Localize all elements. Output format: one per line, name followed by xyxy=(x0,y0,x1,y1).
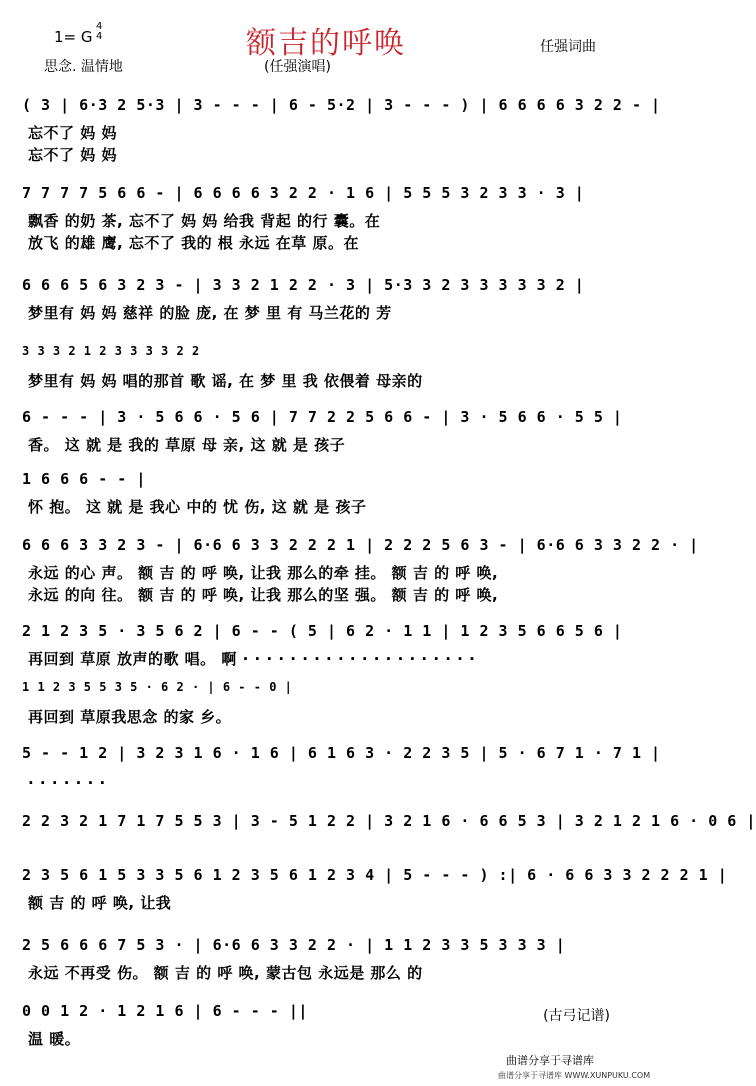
song-title: 额吉的呼唤 xyxy=(246,26,406,61)
composer-credit: 任强词曲 xyxy=(540,39,596,55)
notation-line: 1 6 6 6 - - | xyxy=(22,470,146,488)
lyric-line: 飘香 的奶 茶, 忘不了 妈 妈 给我 背起 的行 囊。在 xyxy=(28,212,381,230)
lyric-line: 额 吉 的 呼 唤, 让我 xyxy=(28,894,172,912)
lyric-line: 怀 抱。 这 就 是 我心 中的 忧 伤, 这 就 是 孩子 xyxy=(28,498,367,516)
notation-line: ( 3 | 6·3 2 5·3 | 3 - - - | 6 - 5·2 | 3 - - - ) | 6 6 6 6 3 2 2 - | xyxy=(22,96,661,114)
lyric-line: 放飞 的雄 鹰, 忘不了 我的 根 永远 在草 原。在 xyxy=(28,234,359,252)
notation-source: (古弓记谱) xyxy=(543,1008,610,1024)
notation-line: 0 0 1 2 · 1 2 1 6 | 6 - - - || xyxy=(22,1002,308,1020)
notation-line: 6 6 6 5 6 3 2 3 - | 3 3 2 1 2 2 · 3 | 5·3 3 2 3 3 3 3 3 2 | xyxy=(22,276,585,294)
key-signature: 1= G xyxy=(54,28,93,46)
notation-line: 2 5 6 6 6 7 5 3 · | 6·6 6 3 3 2 2 · | 1 1 2 3 3 5 3 3 3 | xyxy=(22,936,566,954)
lyric-line: 再回到 草原 放声的歌 唱。 啊 · · · · · · · · · · · · · · · · · · · · xyxy=(28,650,476,668)
lyric-line: 梦里有 妈 妈 慈祥 的脸 庞, 在 梦 里 有 马兰花的 芳 xyxy=(28,304,392,322)
notation-line: 1 1 2 3 5 5 3 5 · 6 2 · | 6 - - 0 | xyxy=(22,680,293,694)
lyric-line: 香。 这 就 是 我的 草原 母 亲, 这 就 是 孩子 xyxy=(28,436,346,454)
notation-line: 6 - - - | 3 · 5 6 6 · 5 6 | 7 7 2 2 5 6 6 - | 3 · 5 6 6 · 5 5 | xyxy=(22,408,623,426)
lyric-line: 温 暖。 xyxy=(28,1030,81,1048)
notation-line: 6 6 6 3 3 2 3 - | 6·6 6 3 3 2 2 2 1 | 2 2 2 5 6 3 - | 6·6 6 3 3 2 2 · | xyxy=(22,536,699,554)
notation-line: 3 3 3 2 1 2 3 3 3 3 2 2 xyxy=(22,344,200,358)
notation-line: 5 - - 1 2 | 3 2 3 1 6 · 1 6 | 6 1 6 3 · 2 2 3 5 | 5 · 6 7 1 · 7 1 | xyxy=(22,744,661,762)
notation-line: 7 7 7 7 5 6 6 - | 6 6 6 6 3 2 2 · 1 6 | 5 5 5 3 2 3 3 · 3 | xyxy=(22,184,585,202)
notation-line: 2 2 3 2 1 7 1 7 5 5 3 | 3 - 5 1 2 2 | 3 2 1 6 · 6 6 5 3 | 3 2 1 2 1 6 · 0 6 | xyxy=(22,812,756,830)
meter-top: 4 xyxy=(96,21,103,32)
tempo-mood: 思念. 温情地 xyxy=(44,59,123,75)
lyric-line: 永远 不再受 伤。 额 吉 的 呼 唤, 蒙古包 永远是 那么 的 xyxy=(28,964,423,982)
footer-url: 曲谱分享于寻谱库 WWW.XUNPUKU.COM xyxy=(498,1071,651,1080)
singer-credit: (任强演唱) xyxy=(264,59,331,75)
notation-line: 2 1 2 3 5 · 3 5 6 2 | 6 - - ( 5 | 6 2 · 1 1 | 1 2 3 5 6 6 5 6 | xyxy=(22,622,623,640)
lyric-line: 再回到 草原我思念 的家 乡。 xyxy=(28,708,232,726)
lyric-line: 永远 的向 往。 额 吉 的 呼 唤, 让我 那么的坚 强。 额 吉 的 呼 唤, xyxy=(28,586,499,604)
lyric-line: 梦里有 妈 妈 唱的那首 歌 谣, 在 梦 里 我 依偎着 母亲的 xyxy=(28,372,423,390)
lyric-line: 永远 的心 声。 额 吉 的 呼 唤, 让我 那么的牵 挂。 额 吉 的 呼 唤, xyxy=(28,564,499,582)
lyric-line: 忘不了 妈 妈 xyxy=(28,146,117,164)
lyric-line: 忘不了 妈 妈 xyxy=(28,124,117,142)
meter-bottom: 4 xyxy=(96,31,103,42)
footer-site: 曲谱分享于寻谱库 xyxy=(506,1054,594,1067)
notation-line: 2 3 5 6 1 5 3 3 5 6 1 2 3 5 6 1 2 3 4 | 5 - - - ) :| 6 · 6 6 3 3 2 2 2 1 | xyxy=(22,866,728,884)
time-signature xyxy=(96,22,102,42)
lyric-line: . . . . . . . xyxy=(28,770,106,788)
